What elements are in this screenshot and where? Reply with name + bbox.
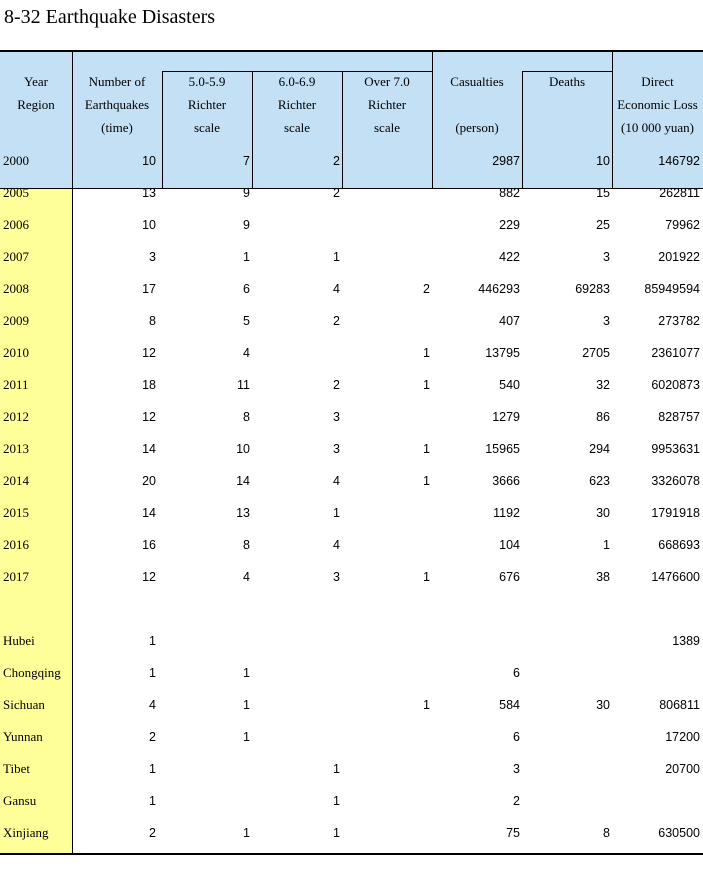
richter-6-cell: 4 bbox=[333, 474, 340, 488]
richter-5-cell: 9 bbox=[243, 186, 250, 200]
richter-6-cell: 1 bbox=[333, 794, 340, 808]
year-label: 2007 bbox=[3, 249, 29, 264]
region-row bbox=[0, 625, 703, 657]
header-richter-6: 6.0-6.9 Richter scale bbox=[277, 74, 317, 135]
table-bottom-rule bbox=[0, 853, 703, 855]
economic-loss-cell: 273782 bbox=[658, 314, 700, 328]
richter-7-cell: 1 bbox=[423, 570, 430, 584]
richter-6-cell: 2 bbox=[333, 314, 340, 328]
casualties-cell: 13795 bbox=[485, 346, 520, 360]
richter-5-cell: 1 bbox=[243, 666, 250, 680]
deaths-cell: 3 bbox=[603, 250, 610, 264]
year-label: 2017 bbox=[3, 569, 29, 584]
richter-7-cell: 1 bbox=[423, 378, 430, 392]
header-economic-loss: Direct Economic Loss (10 000 yuan) bbox=[617, 74, 698, 135]
region-label: Chongqing bbox=[3, 665, 61, 680]
economic-loss-cell: 1476600 bbox=[651, 570, 700, 584]
richter-7-cell: 1 bbox=[423, 474, 430, 488]
casualties-cell: 676 bbox=[499, 570, 520, 584]
number-of-earthquakes-cell: 13 bbox=[142, 186, 156, 200]
richter-5-cell: 1 bbox=[243, 730, 250, 744]
header-year-region: Year Region bbox=[17, 74, 55, 112]
header-richter-7: Over 7.0 Richter scale bbox=[364, 74, 410, 135]
year-row bbox=[0, 529, 703, 561]
richter-6-cell: 3 bbox=[333, 410, 340, 424]
casualties-cell: 2987 bbox=[492, 154, 520, 168]
region-label: Tibet bbox=[3, 761, 30, 776]
casualties-cell: 15965 bbox=[485, 442, 520, 456]
deaths-cell: 69283 bbox=[575, 282, 610, 296]
header-richter-5: 5.0-5.9 Richter scale bbox=[187, 74, 227, 135]
number-of-earthquakes-cell: 1 bbox=[149, 794, 156, 808]
year-row bbox=[0, 497, 703, 529]
economic-loss-cell: 2361077 bbox=[651, 346, 700, 360]
casualties-cell: 584 bbox=[499, 698, 520, 712]
richter-7-cell: 1 bbox=[423, 346, 430, 360]
number-of-earthquakes-cell: 14 bbox=[142, 506, 156, 520]
deaths-cell: 25 bbox=[596, 218, 610, 232]
economic-loss-cell: 9953631 bbox=[651, 442, 700, 456]
economic-loss-cell: 262811 bbox=[659, 186, 700, 200]
region-row bbox=[0, 817, 703, 849]
economic-loss-cell: 1791918 bbox=[651, 506, 700, 520]
richter-6-cell: 4 bbox=[333, 538, 340, 552]
economic-loss-cell: 1389 bbox=[672, 634, 700, 648]
header-deaths: Deaths bbox=[548, 74, 586, 89]
number-of-earthquakes-cell: 8 bbox=[149, 314, 156, 328]
deaths-cell: 294 bbox=[589, 442, 610, 456]
richter-6-cell: 1 bbox=[333, 250, 340, 264]
richter-5-cell: 8 bbox=[243, 538, 250, 552]
richter-6-cell: 3 bbox=[333, 442, 340, 456]
year-row bbox=[0, 337, 703, 369]
year-row bbox=[0, 177, 703, 209]
year-row bbox=[0, 369, 703, 401]
economic-loss-cell: 20700 bbox=[665, 762, 700, 776]
economic-loss-cell: 668693 bbox=[658, 538, 700, 552]
economic-loss-cell: 85949594 bbox=[644, 282, 700, 296]
year-row bbox=[0, 561, 703, 593]
header-casualties: Casualties (person) bbox=[450, 74, 504, 135]
casualties-cell: 882 bbox=[499, 186, 520, 200]
economic-loss-cell: 79962 bbox=[665, 218, 700, 232]
number-of-earthquakes-cell: 20 bbox=[142, 474, 156, 488]
richter-5-cell: 13 bbox=[236, 506, 250, 520]
number-of-earthquakes-cell: 12 bbox=[142, 346, 156, 360]
year-label: 2000 bbox=[3, 153, 29, 168]
deaths-cell: 86 bbox=[596, 410, 610, 424]
casualties-cell: 3 bbox=[513, 762, 520, 776]
deaths-cell: 1 bbox=[603, 538, 610, 552]
deaths-cell: 30 bbox=[596, 698, 610, 712]
deaths-cell: 2705 bbox=[582, 346, 610, 360]
economic-loss-cell: 828757 bbox=[658, 410, 700, 424]
richter-5-cell: 8 bbox=[243, 410, 250, 424]
region-row bbox=[0, 657, 703, 689]
number-of-earthquakes-cell: 1 bbox=[149, 762, 156, 776]
casualties-cell: 446293 bbox=[478, 282, 520, 296]
richter-6-cell: 2 bbox=[333, 378, 340, 392]
richter-6-cell: 1 bbox=[333, 762, 340, 776]
economic-loss-cell: 806811 bbox=[659, 698, 700, 712]
region-label: Hubei bbox=[3, 633, 35, 648]
number-of-earthquakes-cell: 4 bbox=[149, 698, 156, 712]
deaths-cell: 623 bbox=[589, 474, 610, 488]
deaths-cell: 3 bbox=[603, 314, 610, 328]
number-of-earthquakes-cell: 10 bbox=[142, 154, 156, 168]
region-row bbox=[0, 721, 703, 753]
year-row bbox=[0, 305, 703, 337]
region-row bbox=[0, 753, 703, 785]
richter-5-cell: 10 bbox=[236, 442, 250, 456]
region-row bbox=[0, 785, 703, 817]
casualties-cell: 229 bbox=[499, 218, 520, 232]
economic-loss-cell: 17200 bbox=[665, 730, 700, 744]
year-row bbox=[0, 145, 703, 177]
casualties-cell: 6 bbox=[513, 666, 520, 680]
richter-6-cell: 1 bbox=[333, 826, 340, 840]
year-label: 2011 bbox=[3, 377, 29, 392]
year-row bbox=[0, 273, 703, 305]
richter-5-cell: 4 bbox=[243, 346, 250, 360]
year-label: 2015 bbox=[3, 505, 29, 520]
casualties-cell: 104 bbox=[499, 538, 520, 552]
richter-7-cell: 1 bbox=[423, 442, 430, 456]
region-label: Sichuan bbox=[3, 697, 45, 712]
number-of-earthquakes-cell: 17 bbox=[142, 282, 156, 296]
richter-7-cell: 2 bbox=[423, 282, 430, 296]
number-of-earthquakes-cell: 2 bbox=[149, 826, 156, 840]
casualties-cell: 407 bbox=[499, 314, 520, 328]
casualties-cell: 3666 bbox=[492, 474, 520, 488]
table-top-rule bbox=[0, 50, 703, 52]
deaths-cell: 30 bbox=[596, 506, 610, 520]
number-of-earthquakes-cell: 1 bbox=[149, 634, 156, 648]
region-label: Gansu bbox=[3, 793, 37, 808]
header-number-of-earthquakes: Number of Earthquakes (time) bbox=[84, 74, 150, 135]
deaths-cell: 32 bbox=[596, 378, 610, 392]
deaths-cell: 10 bbox=[596, 154, 610, 168]
number-of-earthquakes-cell: 10 bbox=[142, 218, 156, 232]
richter-5-cell: 11 bbox=[237, 378, 250, 392]
economic-loss-cell: 3326078 bbox=[651, 474, 700, 488]
richter-7-cell: 1 bbox=[423, 698, 430, 712]
richter-5-cell: 1 bbox=[243, 250, 250, 264]
year-row bbox=[0, 401, 703, 433]
richter-5-cell: 5 bbox=[243, 314, 250, 328]
casualties-cell: 2 bbox=[513, 794, 520, 808]
year-label: 2012 bbox=[3, 409, 29, 424]
richter-6-cell: 1 bbox=[333, 506, 340, 520]
casualties-cell: 1279 bbox=[492, 410, 520, 424]
casualties-cell: 540 bbox=[499, 378, 520, 392]
economic-loss-cell: 201922 bbox=[658, 250, 700, 264]
number-of-earthquakes-cell: 18 bbox=[142, 378, 156, 392]
economic-loss-cell: 630500 bbox=[658, 826, 700, 840]
richter-6-cell: 3 bbox=[333, 570, 340, 584]
richter-5-cell: 6 bbox=[243, 282, 250, 296]
richter-5-cell: 4 bbox=[243, 570, 250, 584]
richter-5-cell: 9 bbox=[243, 218, 250, 232]
casualties-cell: 75 bbox=[506, 826, 520, 840]
year-row bbox=[0, 433, 703, 465]
number-of-earthquakes-cell: 12 bbox=[142, 410, 156, 424]
economic-loss-cell: 146792 bbox=[658, 154, 700, 168]
year-label: 2009 bbox=[3, 313, 29, 328]
number-of-earthquakes-cell: 12 bbox=[142, 570, 156, 584]
year-label: 2010 bbox=[3, 345, 29, 360]
year-row bbox=[0, 241, 703, 273]
economic-loss-cell: 6020873 bbox=[651, 378, 700, 392]
region-label: Yunnan bbox=[3, 729, 43, 744]
year-label: 2016 bbox=[3, 537, 29, 552]
deaths-cell: 15 bbox=[596, 186, 610, 200]
richter-6-cell: 4 bbox=[333, 282, 340, 296]
richter-5-cell: 1 bbox=[243, 698, 250, 712]
number-of-earthquakes-cell: 14 bbox=[142, 442, 156, 456]
deaths-cell: 8 bbox=[603, 826, 610, 840]
year-label: 2006 bbox=[3, 217, 29, 232]
year-label: 2008 bbox=[3, 281, 29, 296]
richter-5-cell: 14 bbox=[236, 474, 250, 488]
year-label: 2005 bbox=[3, 185, 29, 200]
region-label: Xinjiang bbox=[3, 825, 49, 840]
number-of-earthquakes-cell: 2 bbox=[149, 730, 156, 744]
richter-6-cell: 2 bbox=[333, 154, 340, 168]
year-label: 2014 bbox=[3, 473, 29, 488]
casualties-cell: 422 bbox=[499, 250, 520, 264]
page-title: 8-32 Earthquake Disasters bbox=[4, 6, 216, 28]
year-row bbox=[0, 465, 703, 497]
casualties-cell: 6 bbox=[513, 730, 520, 744]
number-of-earthquakes-cell: 16 bbox=[142, 538, 156, 552]
number-of-earthquakes-cell: 1 bbox=[149, 666, 156, 680]
year-row bbox=[0, 209, 703, 241]
region-row bbox=[0, 689, 703, 721]
year-label: 2013 bbox=[3, 441, 29, 456]
richter-5-cell: 1 bbox=[243, 826, 250, 840]
deaths-cell: 38 bbox=[596, 570, 610, 584]
casualties-cell: 1192 bbox=[493, 506, 520, 520]
richter-6-cell: 2 bbox=[333, 186, 340, 200]
richter-5-cell: 7 bbox=[243, 154, 250, 168]
earthquake-table bbox=[0, 50, 703, 856]
number-of-earthquakes-cell: 3 bbox=[149, 250, 156, 264]
